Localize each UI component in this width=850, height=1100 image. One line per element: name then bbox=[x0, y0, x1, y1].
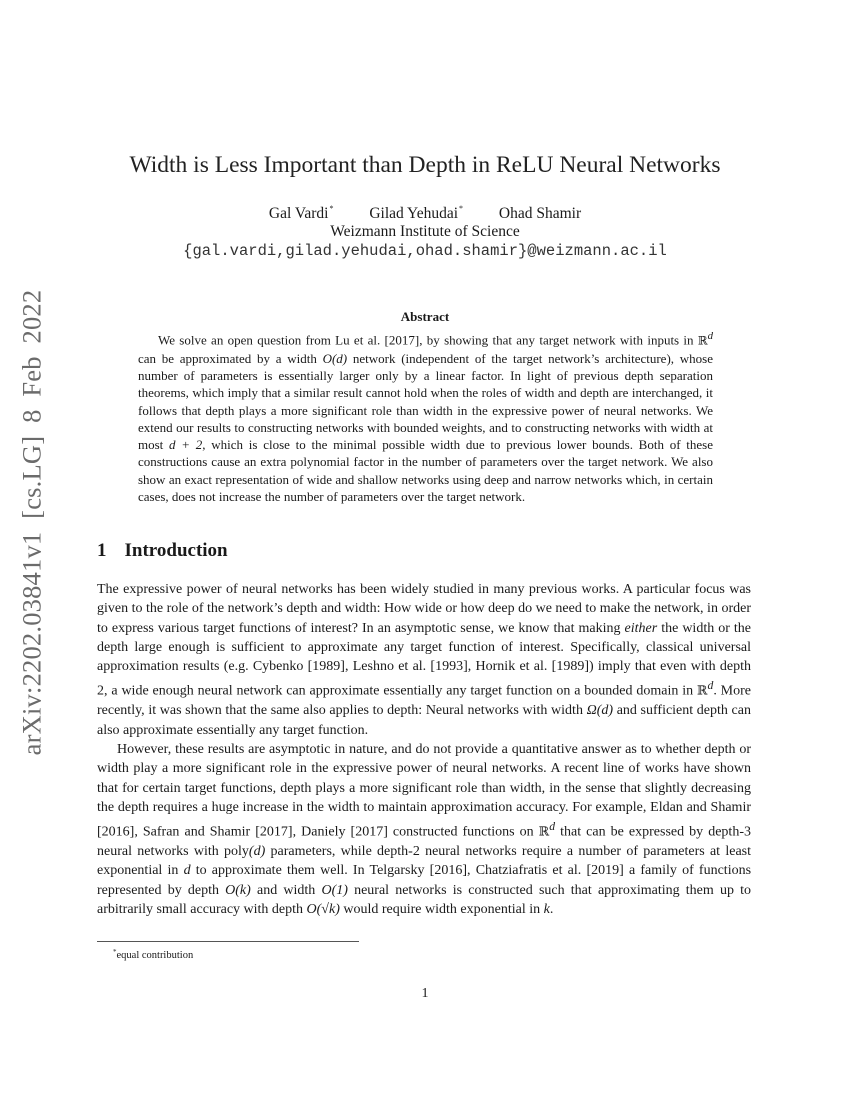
citation-link[interactable]: Leshno et al. [1993] bbox=[352, 659, 468, 675]
citation-link[interactable]: Cybenko [1989] bbox=[252, 659, 345, 675]
equal-contribution-mark: * bbox=[459, 204, 464, 213]
math-expression: O(k) bbox=[225, 882, 251, 898]
arxiv-stamp bbox=[10, 270, 54, 775]
math-expression: d + 2 bbox=[169, 437, 203, 453]
section-title: Introduction bbox=[124, 540, 228, 561]
footnote-divider bbox=[97, 941, 359, 942]
affiliation: Weizmann Institute of Science bbox=[330, 223, 520, 240]
page-number: 1 bbox=[421, 986, 429, 1001]
math-reals: ℝ bbox=[697, 683, 708, 699]
citation-link[interactable]: Telgarsky [2016] bbox=[369, 863, 468, 879]
abstract-body bbox=[138, 328, 713, 505]
footnote-mark: * bbox=[113, 948, 117, 956]
math-expression: O(√k) bbox=[306, 902, 340, 918]
abstract-heading: Abstract bbox=[400, 309, 450, 324]
section-number: 1 bbox=[97, 540, 107, 561]
citation-link[interactable]: Chatziafratis et al. [2019] bbox=[475, 863, 624, 879]
author: Gal Vardi* bbox=[268, 204, 334, 222]
abstract-paragraph: We solve an open question from Lu et al. [2017], by showing that any target network with inputs in ℝ$^d$ can be approximated by a width O(d) network (independent of the target network’s architecture), whose number of parameters is essentially larger only by a linear factor. In light of previous depth separation theorems, which imply that a similar result cannot hold when the roles of width and depth are interchanged, it follows that depth plays a more significant role than width in the expressive power of neural networks. We extend our results to constructing networks with bounded weights, and to constructing networks with width at most d + 2, which is close to the minimal possible width due to previous lower bounds. Both of these constructions cause an extra polynomial factor in the number of parameters over the target network. We also show an exact representation of wide and shallow networks using deep and narrow networks which, in certain cases, does not increase the number of parameters over the target network. bbox=[138, 330, 713, 504]
citation-link[interactable]: Daniely [2017] bbox=[301, 824, 388, 840]
author: Gilad Yehudai* bbox=[369, 204, 464, 222]
equal-contribution-mark: * bbox=[329, 204, 334, 213]
footnote bbox=[113, 948, 193, 961]
paragraph: However, these results are asymptotic in nature, and do not provide a quantitative answer as to whether depth or width play a more significant role in the expressive power of neural networks. A recent line of works have shown that for certain target functions, depth plays a more significant role than width, in the sense that slightly decreasing the depth requires a huge increase in the width to maintain approximation accuracy. For example, Eldan and Shamir [2016], Safran and Shamir [2017], Daniely [2017] constructed functions on ℝ$^d$ that can be expressed by depth-3 neural networks with poly(d) parameters, while depth-2 neural networks require a number of parameters at least exponential in d to approximate them well. In Telgarsky [2016], Chatziafratis et al. [2019] a family of functions represented by depth O(k) and width O(1) neural networks is constructed such that approximating them up to arbitrarily small accuracy with depth O(√k) would require width exponential in k. bbox=[97, 742, 752, 918]
introduction-body bbox=[97, 580, 751, 919]
math-expression: d bbox=[183, 863, 191, 879]
citation-link[interactable]: Safran and Shamir [2017] bbox=[142, 824, 293, 840]
citation-link[interactable]: Lu et al. [2017] bbox=[335, 332, 420, 348]
math-expression: O(d) bbox=[322, 350, 348, 366]
footnote-text: equal contribution bbox=[116, 950, 194, 961]
paper-title: Width is Less Important than Depth in ReLU Neural Networks bbox=[129, 152, 721, 178]
math-reals: ℝ bbox=[697, 333, 708, 348]
author-emails: {gal.vardi,gilad.yehudai,ohad.shamir}@weizmann.ac.il bbox=[183, 242, 667, 260]
math-expression: (d) bbox=[248, 844, 266, 860]
math-expression: Ω(d) bbox=[586, 703, 614, 719]
citation-link[interactable]: Eldan and Shamir [2016] bbox=[97, 799, 751, 840]
author: Ohad Shamir bbox=[498, 205, 582, 222]
citation-link[interactable]: Hornik et al. [1989] bbox=[475, 659, 589, 675]
section-heading bbox=[97, 540, 228, 562]
math-expression: O(1) bbox=[321, 882, 348, 898]
paragraph: The expressive power of neural networks has been widely studied in many previous works. A particular focus was given to the role of the network’s depth and width: How wide or how deep do we need to make the network, in order to express various target functions of interest? In an asymptotic sense, we know that making either the width or the depth large enough is sufficient to approximate any target function of interest. Specifically, classical universal approximation results (e.g. Cybenko [1989], Leshno et al. [1993], Hornik et al. [1989]) imply that even with depth 2, a wide enough neural network can approximate essentially any target function on a bounded domain in ℝ$^d$. More recently, it was shown that the same also applies to depth: Neural networks with width Ω(d) and sufficient depth can also approximate essentially any target function. bbox=[97, 582, 752, 738]
math-expression: k bbox=[543, 902, 550, 918]
author-list bbox=[0, 204, 850, 223]
arxiv-stamp-text: arXiv:2202.03841v1 [cs.LG] 8 Feb 2022 bbox=[16, 289, 47, 756]
math-reals: ℝ bbox=[538, 823, 550, 839]
